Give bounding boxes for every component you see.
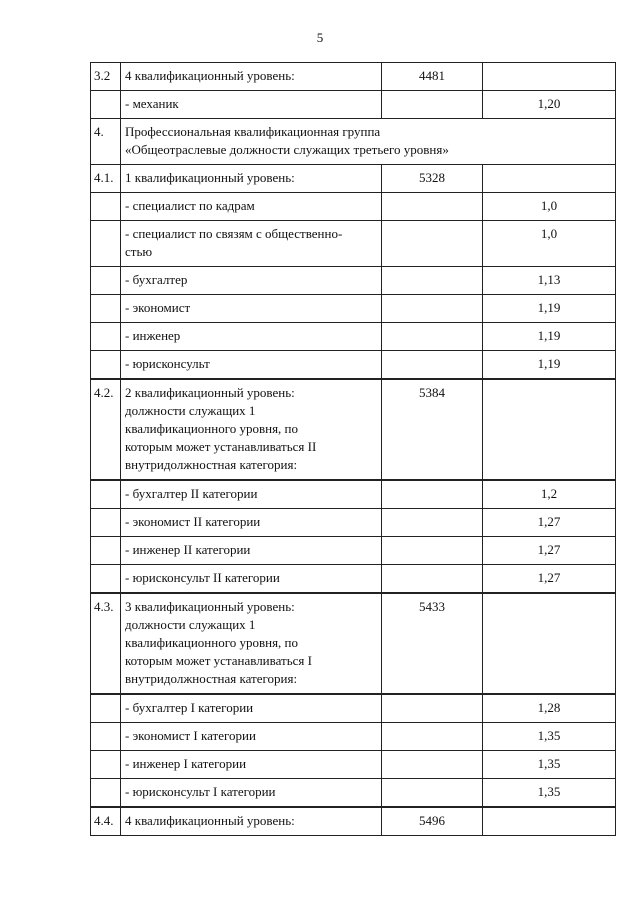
salary-value bbox=[382, 193, 483, 221]
salary-value bbox=[382, 323, 483, 351]
table-row bbox=[91, 694, 616, 723]
coefficient-value bbox=[483, 379, 616, 480]
position-name-line: 3 квалификационный уровень: bbox=[125, 599, 295, 614]
row-number bbox=[91, 351, 121, 380]
table-row bbox=[91, 267, 616, 295]
salary-coefficient-table bbox=[90, 62, 616, 836]
row-number bbox=[91, 480, 121, 509]
table-row bbox=[91, 565, 616, 594]
row-number bbox=[91, 295, 121, 323]
position-name-line: 2 квалификационный уровень: bbox=[125, 385, 295, 400]
salary-value bbox=[382, 751, 483, 779]
table-row bbox=[91, 723, 616, 751]
position-name bbox=[121, 221, 382, 267]
row-number: 4. bbox=[91, 119, 121, 165]
position-name: - экономист II категории bbox=[121, 509, 382, 537]
row-number bbox=[91, 723, 121, 751]
salary-value bbox=[382, 267, 483, 295]
group-title bbox=[121, 119, 616, 165]
salary-value bbox=[382, 221, 483, 267]
coefficient-value: 1,0 bbox=[483, 193, 616, 221]
position-name-line: которым может устанавливаться I bbox=[125, 653, 312, 668]
group-header-row bbox=[91, 119, 616, 165]
row-number bbox=[91, 509, 121, 537]
coefficient-value bbox=[483, 63, 616, 91]
position-name: - юрисконсульт bbox=[121, 351, 382, 380]
coefficient-value: 1,0 bbox=[483, 221, 616, 267]
table-row bbox=[91, 593, 616, 694]
table-row bbox=[91, 165, 616, 193]
salary-value: 5433 bbox=[382, 593, 483, 694]
coefficient-value: 1,27 bbox=[483, 537, 616, 565]
position-name: - инженер I категории bbox=[121, 751, 382, 779]
position-name-line: должности служащих 1 bbox=[125, 403, 256, 418]
salary-value bbox=[382, 537, 483, 565]
coefficient-value: 1,28 bbox=[483, 694, 616, 723]
position-name-line: внутридолжностная категория: bbox=[125, 671, 298, 686]
salary-value: 4481 bbox=[382, 63, 483, 91]
salary-value bbox=[382, 91, 483, 119]
coefficient-value: 1,35 bbox=[483, 723, 616, 751]
row-number bbox=[91, 565, 121, 594]
position-name-line: квалификационного уровня, по bbox=[125, 635, 298, 650]
coefficient-value: 1,27 bbox=[483, 565, 616, 594]
table-row bbox=[91, 509, 616, 537]
table-row bbox=[91, 379, 616, 480]
coefficient-value: 1,2 bbox=[483, 480, 616, 509]
table-row bbox=[91, 63, 616, 91]
coefficient-value: 1,35 bbox=[483, 779, 616, 808]
coefficient-value: 1,19 bbox=[483, 351, 616, 380]
position-name-line: квалификационного уровня, по bbox=[125, 421, 298, 436]
table-row bbox=[91, 537, 616, 565]
salary-value: 5496 bbox=[382, 807, 483, 836]
group-title-line: «Общеотраслевые должности служащих третьего уровня» bbox=[125, 142, 449, 157]
table-row bbox=[91, 221, 616, 267]
salary-value bbox=[382, 351, 483, 380]
position-name: - юрисконсульт I категории bbox=[121, 779, 382, 808]
row-number: 4.1. bbox=[91, 165, 121, 193]
row-number bbox=[91, 779, 121, 808]
coefficient-value: 1,20 bbox=[483, 91, 616, 119]
salary-value: 5328 bbox=[382, 165, 483, 193]
salary-value bbox=[382, 779, 483, 808]
salary-value: 5384 bbox=[382, 379, 483, 480]
coefficient-value bbox=[483, 593, 616, 694]
table-row bbox=[91, 295, 616, 323]
coefficient-value: 1,19 bbox=[483, 295, 616, 323]
position-name: 4 квалификационный уровень: bbox=[121, 63, 382, 91]
position-name: - бухгалтер bbox=[121, 267, 382, 295]
row-number bbox=[91, 91, 121, 119]
group-title-line: Профессиональная квалификационная группа bbox=[125, 124, 381, 139]
coefficient-value bbox=[483, 165, 616, 193]
row-number bbox=[91, 694, 121, 723]
position-name: - специалист по кадрам bbox=[121, 193, 382, 221]
row-number bbox=[91, 221, 121, 267]
row-number bbox=[91, 323, 121, 351]
table-row bbox=[91, 91, 616, 119]
salary-value bbox=[382, 694, 483, 723]
row-number: 4.2. bbox=[91, 379, 121, 480]
coefficient-value: 1,13 bbox=[483, 267, 616, 295]
row-number bbox=[91, 193, 121, 221]
position-name: - бухгалтер II категории bbox=[121, 480, 382, 509]
position-name: - экономист bbox=[121, 295, 382, 323]
position-name: - юрисконсульт II категории bbox=[121, 565, 382, 594]
table-row bbox=[91, 779, 616, 808]
salary-value bbox=[382, 565, 483, 594]
position-name-line: внутридолжностная категория: bbox=[125, 457, 298, 472]
position-name: 1 квалификационный уровень: bbox=[121, 165, 382, 193]
position-name: - механик bbox=[121, 91, 382, 119]
table-row bbox=[91, 480, 616, 509]
row-number: 3.2 bbox=[91, 63, 121, 91]
salary-value bbox=[382, 509, 483, 537]
row-number bbox=[91, 537, 121, 565]
position-name: - бухгалтер I категории bbox=[121, 694, 382, 723]
position-name-line: которым может устанавливаться II bbox=[125, 439, 317, 454]
position-name: - инженер bbox=[121, 323, 382, 351]
coefficient-value bbox=[483, 807, 616, 836]
salary-value bbox=[382, 723, 483, 751]
row-number: 4.4. bbox=[91, 807, 121, 836]
table-row bbox=[91, 751, 616, 779]
table-row bbox=[91, 323, 616, 351]
table-row bbox=[91, 193, 616, 221]
salary-value bbox=[382, 295, 483, 323]
row-number bbox=[91, 751, 121, 779]
table-row bbox=[91, 807, 616, 836]
position-name: - инженер II категории bbox=[121, 537, 382, 565]
position-name bbox=[121, 379, 382, 480]
position-name: 4 квалификационный уровень: bbox=[121, 807, 382, 836]
position-name-line: должности служащих 1 bbox=[125, 617, 256, 632]
coefficient-value: 1,35 bbox=[483, 751, 616, 779]
coefficient-value: 1,19 bbox=[483, 323, 616, 351]
position-name-line: - специалист по связям с общественно- bbox=[125, 226, 343, 241]
coefficient-value: 1,27 bbox=[483, 509, 616, 537]
page-number: 5 bbox=[316, 30, 324, 45]
row-number bbox=[91, 267, 121, 295]
position-name: - экономист I категории bbox=[121, 723, 382, 751]
row-number: 4.3. bbox=[91, 593, 121, 694]
table-row bbox=[91, 351, 616, 380]
position-name bbox=[121, 593, 382, 694]
position-name-line: стью bbox=[125, 244, 153, 259]
salary-value bbox=[382, 480, 483, 509]
